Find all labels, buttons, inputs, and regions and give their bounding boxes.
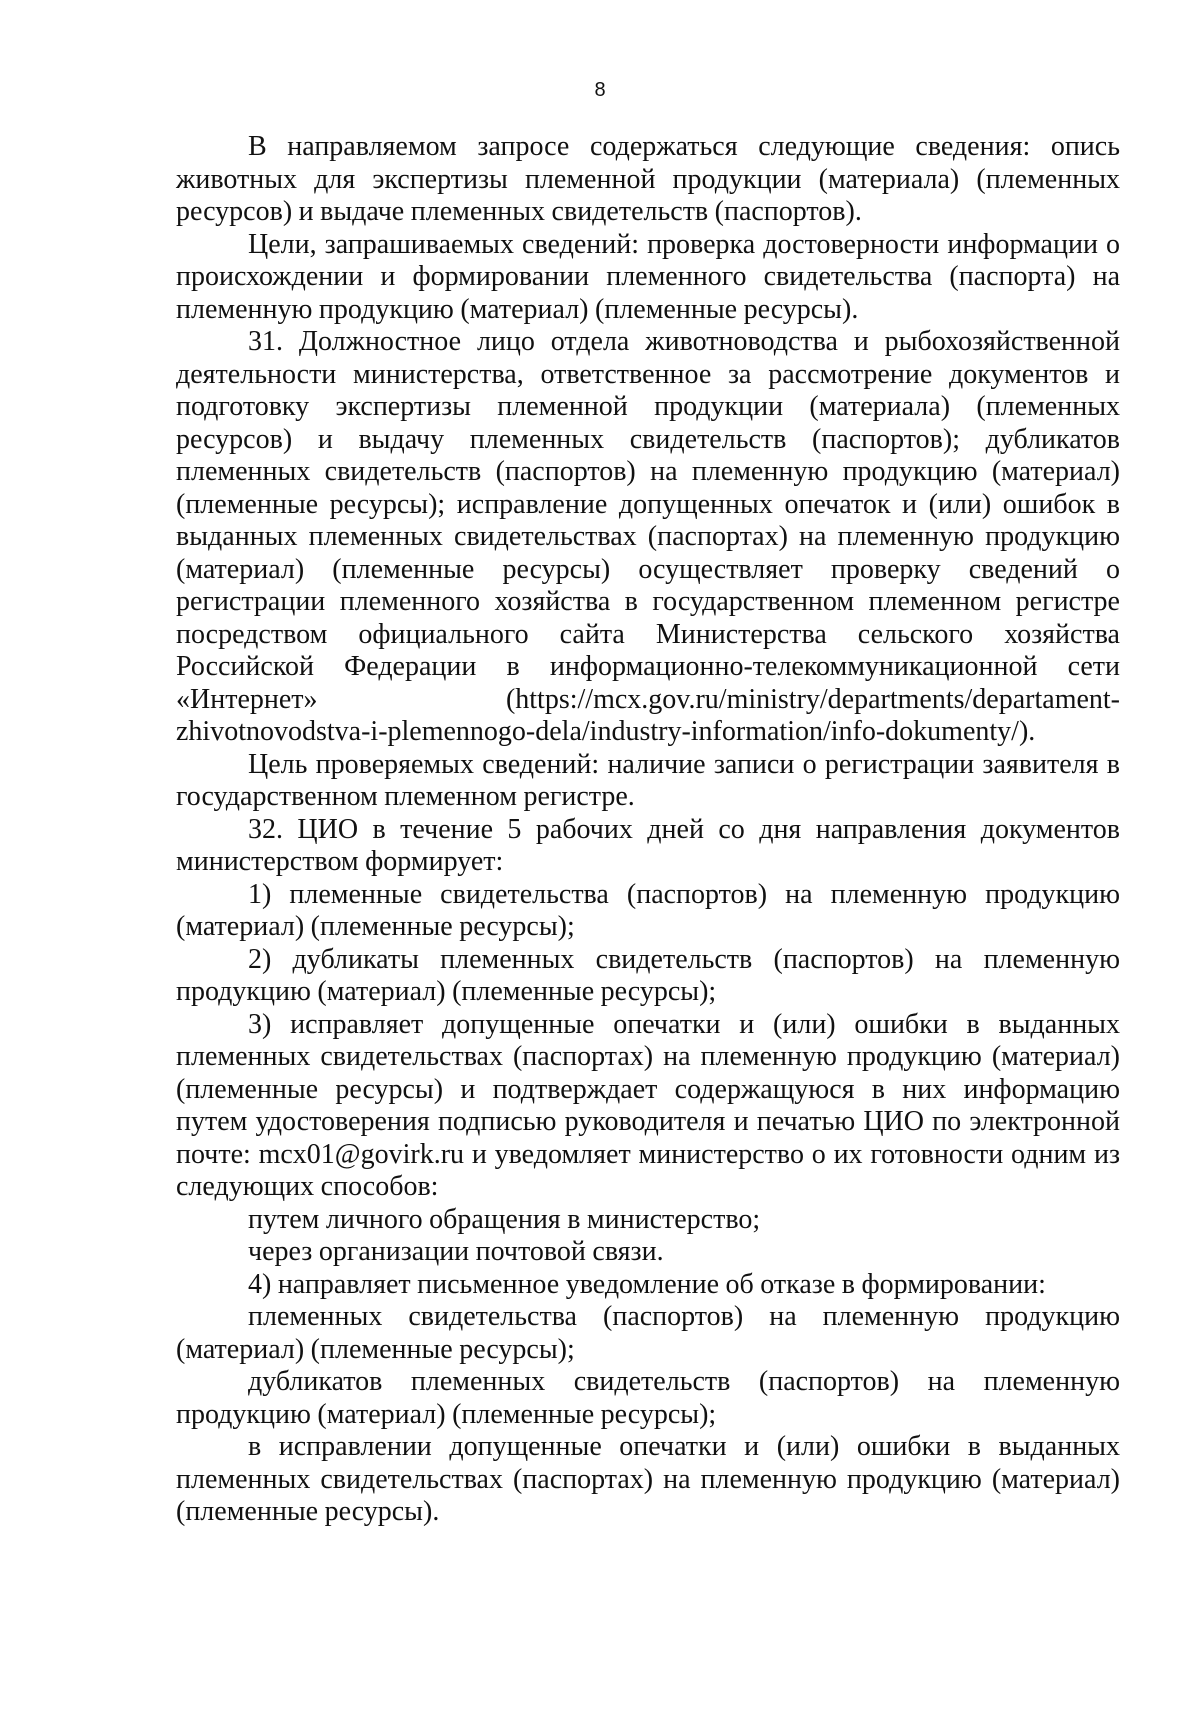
paragraph-method-personal: путем личного обращения в министерство;: [248, 1203, 761, 1235]
paragraph-subitem-1: 1) племенные свидетельства (паспортов) на племенную продукцию (материал) (племенные ресурсы);: [176, 878, 1120, 942]
document-body: [176, 131, 1120, 1529]
paragraph-refusal-certificates: племенных свидетельства (паспортов) на племенную продукцию (материал) (племенные ресурсы);: [176, 1301, 1120, 1365]
paragraph-request-contents: В направляемом запросе содержаться следующие сведения: опись животных для экспертизы племенной продукции (материала) (племенных ресурсов) и выдаче племенных свидетельств (паспортов).: [176, 131, 1120, 227]
paragraph-verification-goal: Цель проверяемых сведений: наличие записи о регистрации заявителя в государственном племенном регистре.: [176, 748, 1120, 812]
paragraph-refusal-duplicates: дубликатов племенных свидетельств (паспортов) на племенную продукцию (материал) (племенные ресурсы);: [176, 1366, 1120, 1430]
paragraph-subitem-3: 3) исправляет допущенные опечатки и (или) ошибки в выданных племенных свидетельствах (паспортах) на племенную продукцию (материал) (племенные ресурсы) и подтверждает содержащуюся в них информацию путем удостоверения подписью руководителя и печатью ЦИО по электронной почте: mcx01@govirk.ru и уведомляет министерство о их готовности одним из следующих способов:: [176, 1008, 1120, 1202]
page-number: 8: [594, 79, 606, 101]
paragraph-subitem-2: 2) дубликаты племенных свидетельств (паспортов) на племенную продукцию (материал) (племенные ресурсы);: [176, 943, 1120, 1007]
paragraph-refusal-corrections: в исправлении допущенные опечатки и (или) ошибки в выданных племенных свидетельствах (паспортах) на племенную продукцию (материал) (племенные ресурсы).: [176, 1431, 1120, 1527]
paragraph-item-31: 31. Должностное лицо отдела животноводства и рыбохозяйственной деятельности министерства, ответственное за рассмотрение документов и подготовку экспертизы племенной продукции (материала) (племенных ресурсов) и выдачу племенных свидетельств (паспортов); дубликатов племенных свидетельств (паспортов) на племенную продукцию (материал) (племенные ресурсы); исправление допущенных опечаток и (или) ошибок в выданных племенных свидетельствах (паспортах) на племенную продукцию (материал) (племенные ресурсы) осуществляет проверку сведений о регистрации племенного хозяйства в государственном племенном регистре посредством официального сайта Министерства сельского хозяйства Российской Федерации в информационно-телекоммуникационной сети «Интернет» (https://mcx.gov.ru/ministry/departments/departament-zhivotnovodstva-i-plemennogo-dela/industry-information/info-dokumenty/).: [176, 326, 1120, 747]
paragraph-method-post: через организации почтовой связи.: [248, 1236, 664, 1267]
paragraph-request-goals: Цели, запрашиваемых сведений: проверка достоверности информации о происхождении и формировании племенного свидетельства (паспорта) на племенную продукцию (материал) (племенные ресурсы).: [176, 228, 1120, 325]
paragraph-subitem-4: 4) направляет письменное уведомление об отказе в формировании:: [248, 1268, 1046, 1300]
paragraph-item-32: 32. ЦИО в течение 5 рабочих дней со дня направления документов министерством формирует:: [176, 813, 1120, 877]
